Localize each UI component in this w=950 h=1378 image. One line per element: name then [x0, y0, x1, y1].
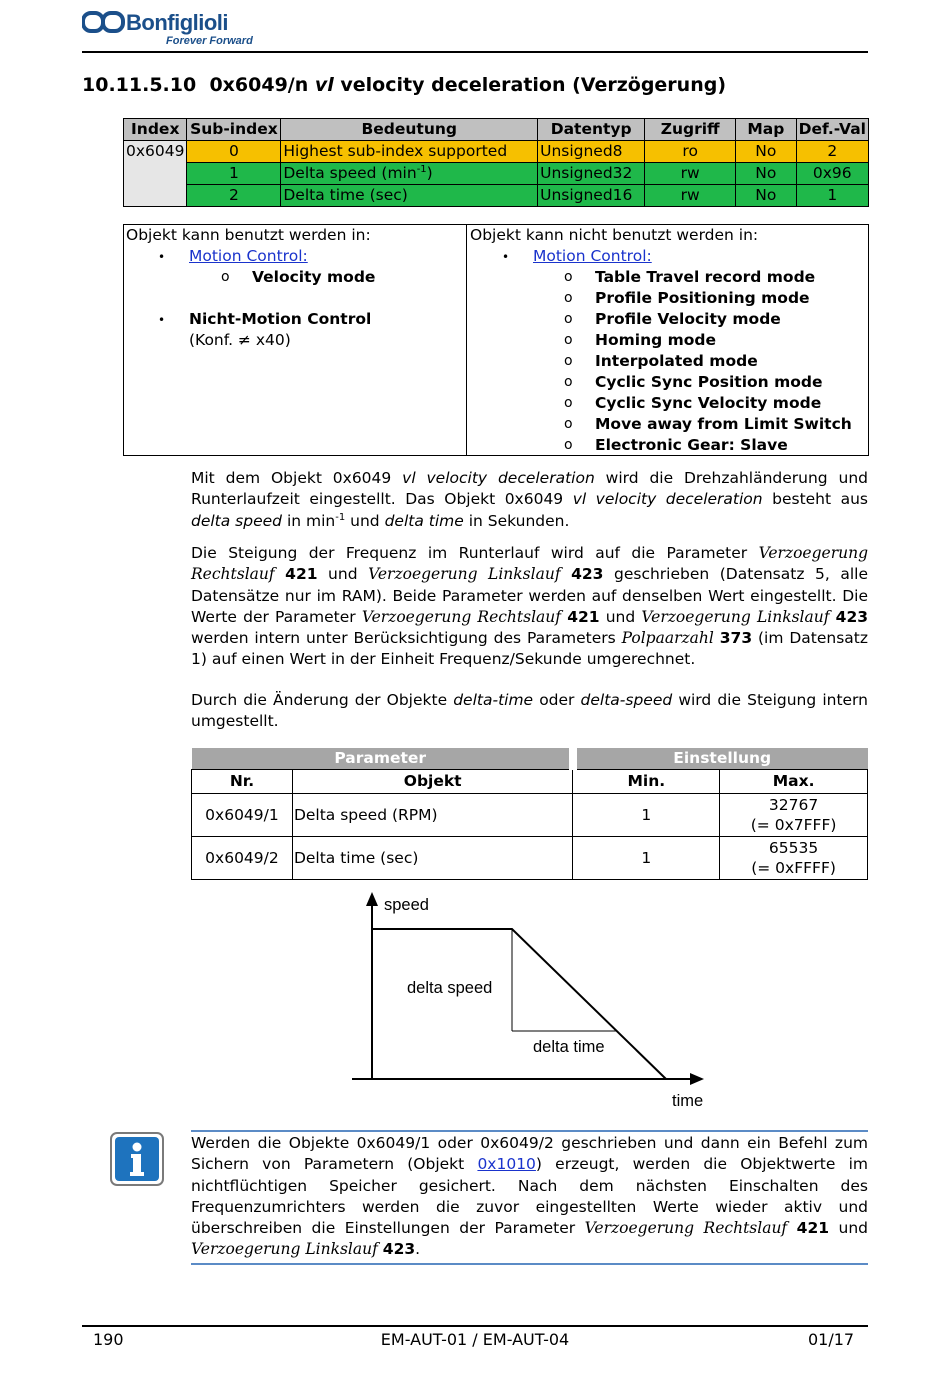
- excluded-mode: Cyclic Sync Velocity mode: [595, 394, 822, 412]
- y-axis-label: speed: [384, 896, 429, 914]
- non-motion-control: Nicht-Motion Control: [189, 310, 372, 328]
- sub-index-cell: 0: [187, 141, 281, 163]
- map-cell: No: [736, 185, 796, 207]
- col-header: Index: [124, 119, 187, 141]
- description-paragraph: Mit dem Objekt 0x6049 vl velocity deceleration wird die Drehzahländerung und Runterlaufzeit eingestellt. Das Objekt 0x6049 vl velocity deceleration besteht aus delta speed in $\min^{-1}$ und delta time in Sekunden.: [191, 469, 869, 530]
- bullet-icon: •: [158, 250, 166, 264]
- col-header: Map: [736, 119, 796, 141]
- heading-vl: vl: [314, 74, 334, 96]
- circle-bullet-icon: o: [564, 290, 573, 306]
- excluded-mode: Profile Positioning mode: [595, 289, 810, 307]
- object-table: [123, 118, 869, 207]
- excluded-mode: Electronic Gear: Slave: [595, 436, 788, 454]
- sub-index-cell: 2: [187, 185, 281, 207]
- circle-bullet-icon: o: [564, 332, 573, 348]
- usage-box: [123, 224, 869, 456]
- document-date: 01/17: [808, 1330, 855, 1349]
- object-link[interactable]: 0x1010: [477, 1155, 536, 1174]
- default-cell: 1: [796, 185, 868, 207]
- document-id: EM-AUT-01 / EM-AUT-04: [380, 1330, 570, 1349]
- footer-rule: [82, 1325, 868, 1327]
- parameter-table: [191, 748, 868, 880]
- col-header: Min.: [573, 770, 720, 794]
- type-cell: Unsigned32: [538, 163, 645, 185]
- type-cell: Unsigned8: [538, 141, 645, 163]
- info-note: Werden die Objekte 0x6049/1 oder 0x6049/2 geschrieben und dann ein Befehl zum Sichern von Parametern (Objekt 0x1010) erzeugt, werden die Objektwerte im nichtflüchtigen Speicher gesichert. Nach dem nächsten Einschalten des Frequenzumrichters werden die zuvor eingestellten Werte wieder aktiv und überschreiben die Einstellungen der Parameter Verzoegerung Rechtslauf 421 und Verzoegerung Linkslauf 423.: [191, 1130, 868, 1265]
- usage-not-allowed-title: Objekt kann nicht benutzt werden in:: [470, 226, 759, 244]
- brand-logo: [82, 8, 257, 48]
- bullet-icon: •: [158, 313, 166, 327]
- usage-allowed-title: Objekt kann benutzt werden in:: [126, 226, 371, 244]
- group-parameter: Parameter: [192, 748, 573, 770]
- x-axis-label: time: [672, 1092, 704, 1110]
- x-axis-arrow-icon: [690, 1073, 704, 1085]
- access-cell: rw: [645, 185, 736, 207]
- circle-bullet-icon: o: [221, 269, 230, 285]
- parameter-table-header: [192, 770, 868, 794]
- min-cell: 1: [573, 794, 720, 837]
- circle-bullet-icon: o: [564, 395, 573, 411]
- circle-bullet-icon: o: [564, 269, 573, 285]
- default-cell: 2: [796, 141, 868, 163]
- parameter-group-header: [192, 748, 868, 770]
- table-row: [124, 141, 869, 163]
- header-rule: [82, 51, 868, 53]
- sub-index-cell: 1: [187, 163, 281, 185]
- table-row: [192, 794, 868, 837]
- index-cell: 0x6049: [124, 141, 187, 207]
- excluded-mode: Interpolated mode: [595, 352, 758, 370]
- object-cell: Delta time (sec): [292, 837, 572, 880]
- brand-name: Bonfiglioli: [126, 10, 229, 35]
- col-header: Objekt: [292, 770, 572, 794]
- logo-mark-icon: [82, 8, 126, 38]
- excluded-mode: Table Travel record mode: [595, 268, 816, 286]
- excluded-mode: Homing mode: [595, 331, 717, 349]
- min-cell: 1: [573, 837, 720, 880]
- excluded-mode: Move away from Limit Switch: [595, 415, 852, 433]
- page-number: 190: [93, 1330, 124, 1349]
- table-row: [192, 837, 868, 880]
- access-cell: ro: [645, 141, 736, 163]
- nr-cell: 0x6049/1: [192, 794, 293, 837]
- usage-allowed: [124, 225, 467, 455]
- circle-bullet-icon: o: [564, 416, 573, 432]
- table-row: [124, 185, 869, 207]
- delta-time-label: delta time: [533, 1038, 605, 1056]
- access-cell: rw: [645, 163, 736, 185]
- col-header: Max.: [720, 770, 868, 794]
- info-icon: [110, 1132, 164, 1186]
- col-header: Zugriff: [645, 119, 736, 141]
- change-paragraph: Durch die Änderung der Objekte delta-time oder delta-speed wird die Steigung intern umgestellt.: [191, 691, 868, 731]
- brand-tagline: Forever Forward: [166, 35, 253, 47]
- heading-rest: velocity deceleration (Verzögerung): [333, 74, 727, 96]
- y-axis-arrow-icon: [366, 892, 378, 906]
- motion-control-link[interactable]: Motion Control:: [189, 247, 308, 265]
- delta-speed-label: delta speed: [407, 979, 493, 997]
- meaning-cell: Delta time (sec): [281, 185, 538, 207]
- meaning-cell: Highest sub-index supported: [281, 141, 538, 163]
- col-header: Def.-Val: [796, 119, 868, 141]
- object-cell: Delta speed (RPM): [292, 794, 572, 837]
- object-table-header: [124, 119, 869, 141]
- group-setting: Einstellung: [573, 748, 868, 770]
- default-cell: 0x96: [796, 163, 868, 185]
- meaning-cell: Delta speed $(\min^{-1})$: [281, 163, 538, 185]
- excluded-mode: Cyclic Sync Position mode: [595, 373, 823, 391]
- col-header: Nr.: [192, 770, 293, 794]
- circle-bullet-icon: o: [564, 374, 573, 390]
- table-row: [124, 163, 869, 185]
- max-cell: 65535 (= 0xFFFF): [720, 837, 868, 880]
- speed-curve: [372, 929, 666, 1079]
- heading-number: 10.11.5.10: [82, 74, 197, 96]
- allowed-mode: Velocity mode: [252, 268, 376, 286]
- section-heading: [82, 74, 726, 96]
- circle-bullet-icon: o: [564, 437, 573, 453]
- bullet-icon: •: [502, 250, 510, 264]
- map-cell: No: [736, 163, 796, 185]
- motion-control-link[interactable]: Motion Control:: [533, 247, 652, 265]
- map-cell: No: [736, 141, 796, 163]
- ramp-paragraph: Die Steigung der Frequenz im Runterlauf wird auf die Parameter Verzoegerung Rechtslauf 421 und Verzoegerung Linkslauf 423 geschrieben (Datensatz 5, alle Datensätze nur im RAM). Beide Parameter werden auf denselben Wert eingestellt. Die Werte der Parameter Verzoegerung Rechtslauf 421 und Verzoegerung Linkslauf 423 werden intern unter Berücksichtigung des Parameters Polpaarzahl 373 (im Datensatz 1) auf einen Wert in der Einheit Frequenz/Sekunde umgerechnet.: [191, 544, 869, 669]
- deceleration-diagram: [340, 890, 720, 1120]
- excluded-mode: Profile Velocity mode: [595, 310, 781, 328]
- max-cell: 32767 (= 0x7FFF): [720, 794, 868, 837]
- type-cell: Unsigned16: [538, 185, 645, 207]
- nr-cell: 0x6049/2: [192, 837, 293, 880]
- conf-note: (Konf. ≠ x40): [189, 331, 291, 349]
- heading-prefix: 0x6049/n: [209, 74, 315, 96]
- col-header: Datentyp: [538, 119, 645, 141]
- col-header: Sub-index: [187, 119, 281, 141]
- col-header: Bedeutung: [281, 119, 538, 141]
- circle-bullet-icon: o: [564, 353, 573, 369]
- circle-bullet-icon: o: [564, 311, 573, 327]
- usage-not-allowed: [467, 225, 867, 455]
